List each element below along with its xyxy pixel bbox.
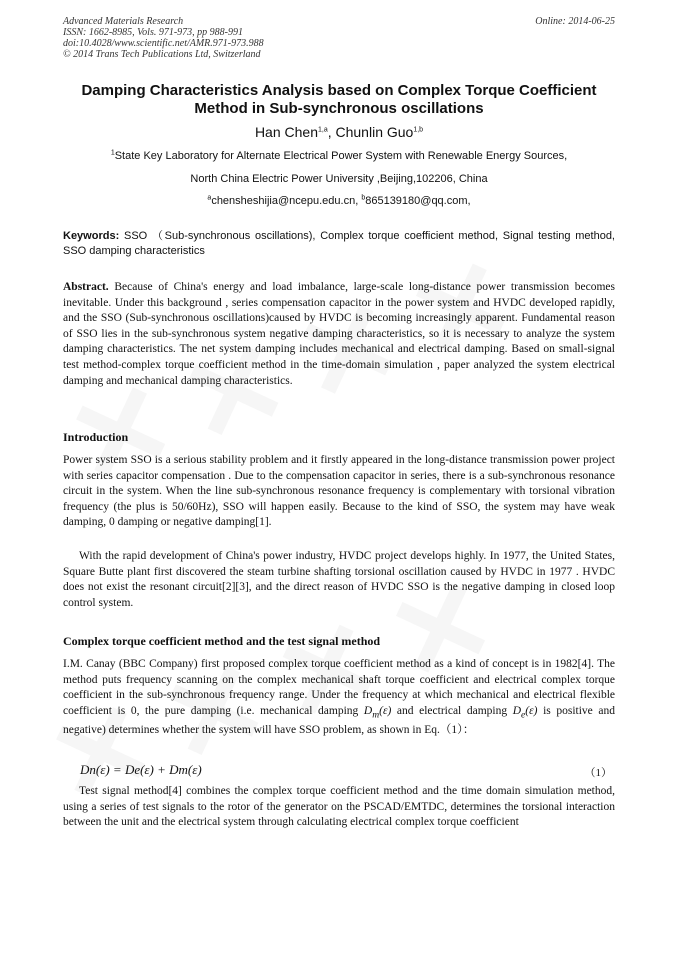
abstract-text: Because of China's energy and load imbalance, large-scale long-distance power transmission becomes inevitable. Under this background , series compensation capacitor in the power system and HVDC developed rapidly, and the SSO (Sub-synchronous oscillations)caused by HVDC is becoming increasingly apparent. Fundamental reason of SSO lies in the sub-synchronous system negative damping characteristics, so it is necessary to analyze the system damping characteristics. The net system damping includes mechanical and electrical damping. Based on small-signal test method-complex torque coefficient method in the time-domain simulation , paper analyzed the system electrical damping and mechanical damping characteristics. xyxy=(63,281,615,387)
math-text: D xyxy=(363,704,373,717)
abstract-paragraph xyxy=(63,280,615,389)
author-list xyxy=(40,124,638,140)
equation-1: Dn(ε) = De(ε) + Dm(ε) xyxy=(80,762,202,777)
math-subscript: m xyxy=(372,709,380,721)
email-mark: b xyxy=(361,194,366,202)
section-heading-introduction: Introduction xyxy=(63,430,129,444)
author-separator: , xyxy=(327,124,336,140)
paragraph-text: and electrical damping xyxy=(391,704,513,717)
equation-number: （1） xyxy=(584,767,612,779)
affiliation-line xyxy=(40,150,638,162)
paper-title xyxy=(40,82,638,118)
author-name: Chunlin Guo xyxy=(335,124,414,140)
journal-header xyxy=(63,16,264,60)
math-subscript: e xyxy=(521,709,526,721)
author-affiliation-mark: 1,b xyxy=(413,126,424,134)
keywords-block xyxy=(63,229,615,259)
author-affiliation-mark: 1,a xyxy=(317,126,328,134)
doi-line: doi:10.4028/www.scientific.net/AMR.971-973.988 xyxy=(63,38,264,49)
issn-line: ISSN: 1662-8985, Vols. 971-973, pp 988-991 xyxy=(63,27,243,38)
math-text: D xyxy=(512,704,522,717)
email-address: 865139180@qq.com, xyxy=(365,195,471,207)
title-line-1: Damping Characteristics Analysis based on Complex Torque Coefficient xyxy=(81,82,597,99)
abstract-label: Abstract. xyxy=(63,281,109,293)
intro-paragraph: With the rapid development of China's power industry, HVDC project develops highly. In 1977, the United States, Square Butte plant first discovered the steam turbine shafting torsional oscillation caused by HVDC in 1977 . HVDC does not exist the resonant circuit[2][3], and the direct reason of HVDC SSO is the negative damping in closed loop control system. xyxy=(63,550,615,609)
math-symbol xyxy=(363,704,392,721)
email-line xyxy=(40,195,638,207)
math-text: (ε) xyxy=(525,704,538,717)
author-name: Han Chen xyxy=(254,124,318,140)
affiliation-mark: 1 xyxy=(110,149,115,157)
method-paragraph xyxy=(63,657,615,738)
email-address: chensheshijia@ncepu.edu.cn, xyxy=(211,195,362,207)
math-symbol xyxy=(512,704,538,721)
intro-paragraph: Power system SSO is a serious stability problem and it firstly appeared in the long-distance transmission power project with series capacitor compensation . Due to the compensation capacitor in series, there is a sub-synchronous resonance circuit in the system. When the line sub-synchronous resonance frequency is complementary with torsional vibration frequency (the plus is 50/60Hz), SSO will happen easily. Because to the kind of SSO, the system may have weak damping, 0 damping or negative damping[1]. xyxy=(63,454,615,529)
paragraph-text: is positive and negative) determines whether the system will have SSO problem, as shown in Eq.（1）： xyxy=(63,704,615,736)
math-text: (ε) xyxy=(379,704,392,717)
section-heading-method: Complex torque coefficient method and the test signal method xyxy=(63,634,381,648)
copyright-line: © 2014 Trans Tech Publications Ltd, Switzerland xyxy=(63,49,261,60)
keywords-text: SSO （Sub-synchronous oscillations), Complex torque coefficient method, Signal testing method, SSO damping characteristics xyxy=(63,230,615,257)
journal-name: Advanced Materials Research xyxy=(63,16,184,27)
affiliation-text: State Key Laboratory for Alternate Electrical Power System with Renewable Energy Sources, xyxy=(114,150,568,162)
paragraph-text: I.M. Canay (BBC Company) first proposed complex torque coefficient method as a kind of concept is in 1982[4]. The method puts frequency scanning on the complex mechanical shaft torque coefficient and electrical complex torque coefficient in the sub-synchronous frequency range. Under the frequency at which mechanical and electrical flexible coefficient is 0, the pure damping (i.e. mechanical damping xyxy=(63,658,615,717)
email-mark: a xyxy=(207,194,212,202)
affiliation-line: North China Electric Power University ,Beijing,102206, China xyxy=(190,173,488,185)
method-paragraph: Test signal method[4] combines the complex torque coefficient method and the time domain simulation method, using a series of test signals to the rotor of the generator on the PSCAD/EMTDC, determines the torsional interaction between the unit and the electrical system through calculating electrical complex torque coefficient xyxy=(63,785,615,829)
title-line-2: Method in Sub-synchronous oscillations xyxy=(194,100,484,117)
online-date: Online: 2014-06-25 xyxy=(535,16,615,27)
keywords-label: Keywords: xyxy=(63,230,120,242)
